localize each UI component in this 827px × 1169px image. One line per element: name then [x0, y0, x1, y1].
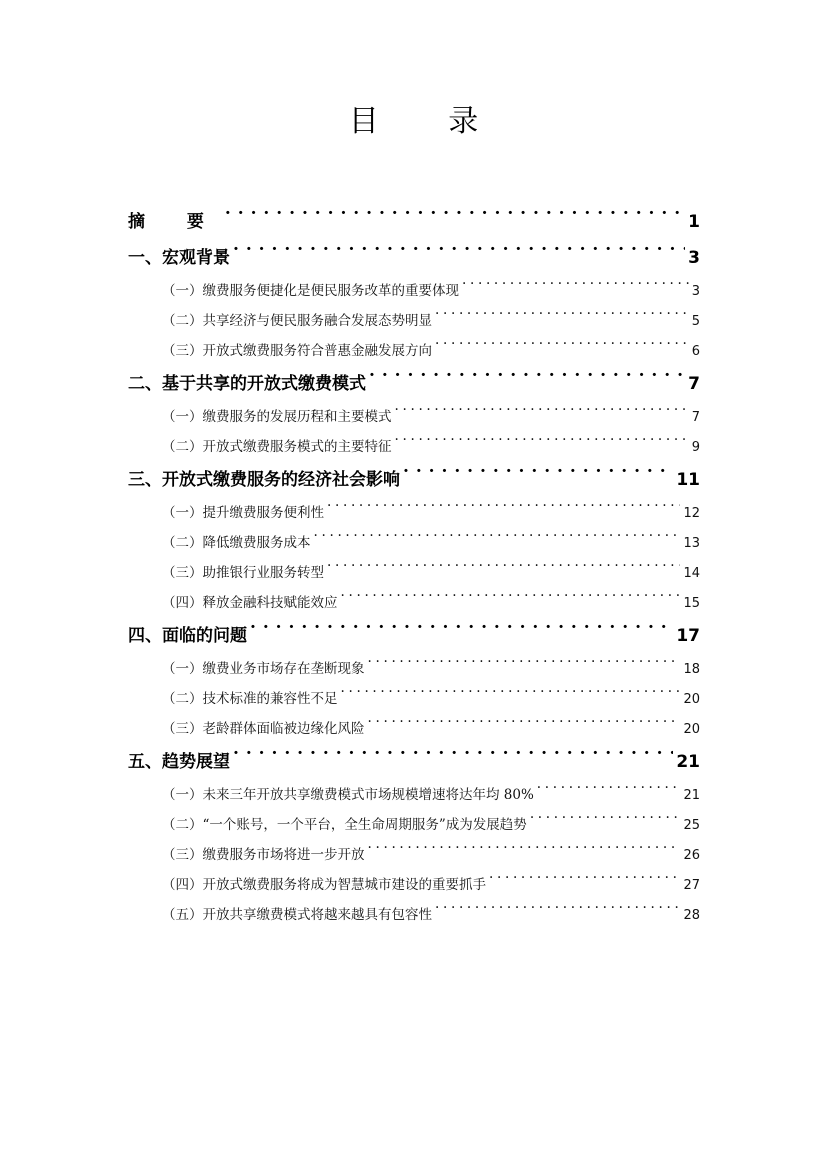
dot-leader — [341, 594, 681, 608]
toc-entry-page-number: 11 — [676, 470, 700, 490]
toc-entry-page-number: 7 — [691, 410, 700, 425]
toc-entry-page-number: 1 — [688, 212, 700, 232]
toc-section-entry[interactable] — [128, 870, 700, 900]
toc-chapter-entry[interactable] — [128, 204, 700, 240]
toc-section-entry[interactable] — [128, 402, 700, 432]
dot-leader — [369, 372, 685, 389]
toc-section-entry[interactable] — [128, 588, 700, 618]
toc-section-entry[interactable] — [128, 780, 700, 810]
toc-entry-page-number: 5 — [691, 314, 700, 329]
toc-entry-label: 摘 要 — [128, 212, 222, 232]
toc-entry-label: （二）开放式缴费服务模式的主要特征 — [162, 439, 392, 455]
dot-leader — [250, 624, 673, 641]
toc-entry-label: （二）“一个账号，一个平台，全生命周期服务”成为发展趋势 — [162, 817, 527, 833]
dot-leader — [368, 660, 681, 674]
toc-section-entry[interactable] — [128, 498, 700, 528]
toc-section-entry[interactable] — [128, 558, 700, 588]
toc-entry-label: （三）老龄群体面临被边缘化风险 — [162, 721, 365, 737]
toc-entry-label: （一）提升缴费服务便利性 — [162, 505, 324, 521]
toc-entry-page-number: 13 — [683, 536, 700, 551]
toc-entry-page-number: 15 — [683, 596, 700, 611]
toc-entry-label: （二）降低缴费服务成本 — [162, 535, 311, 551]
dot-leader — [327, 504, 680, 518]
toc-section-entry[interactable] — [128, 810, 700, 840]
toc-entry-label: 二、基于共享的开放式缴费模式 — [128, 374, 366, 394]
dot-leader — [341, 690, 681, 704]
toc-entry-label: （四）开放式缴费服务将成为智慧城市建设的重要抓手 — [162, 877, 486, 893]
dot-leader — [395, 438, 689, 452]
dot-leader — [537, 786, 681, 800]
toc-entry-label: （二）技术标准的兼容性不足 — [162, 691, 338, 707]
table-of-contents — [128, 204, 700, 930]
dot-leader — [314, 534, 681, 548]
dot-leader — [368, 720, 681, 734]
dot-leader — [368, 846, 681, 860]
toc-entry-label: （五）开放共享缴费模式将越来越具有包容性 — [162, 907, 432, 923]
toc-section-entry[interactable] — [128, 336, 700, 366]
dot-leader — [327, 564, 680, 578]
toc-entry-page-number: 14 — [683, 566, 700, 581]
toc-entry-label: （一）缴费业务市场存在垄断现象 — [162, 661, 365, 677]
toc-chapter-entry[interactable] — [128, 366, 700, 402]
toc-entry-label: 三、开放式缴费服务的经济社会影响 — [128, 470, 400, 490]
toc-entry-label: （一）缴费服务的发展历程和主要模式 — [162, 409, 392, 425]
toc-entry-page-number: 3 — [691, 284, 700, 299]
toc-entry-page-number: 25 — [683, 818, 700, 833]
dot-leader — [403, 468, 673, 485]
toc-entry-page-number: 6 — [691, 344, 700, 359]
toc-entry-page-number: 21 — [676, 752, 700, 772]
toc-entry-label: （四）释放金融科技赋能效应 — [162, 595, 338, 611]
toc-entry-page-number: 21 — [683, 788, 700, 803]
toc-section-entry[interactable] — [128, 900, 700, 930]
toc-entry-label: （三）缴费服务市场将进一步开放 — [162, 847, 365, 863]
dot-leader — [462, 282, 689, 296]
toc-chapter-entry[interactable] — [128, 744, 700, 780]
dot-leader — [225, 210, 685, 227]
dot-leader — [395, 408, 689, 422]
toc-entry-page-number: 3 — [688, 248, 700, 268]
toc-entry-label: 一、宏观背景 — [128, 248, 230, 268]
toc-chapter-entry[interactable] — [128, 618, 700, 654]
toc-entry-label: （一）缴费服务便捷化是便民服务改革的重要体现 — [162, 283, 459, 299]
toc-section-entry[interactable] — [128, 714, 700, 744]
toc-section-entry[interactable] — [128, 840, 700, 870]
dot-leader — [530, 816, 681, 830]
toc-section-entry[interactable] — [128, 306, 700, 336]
toc-entry-page-number: 12 — [683, 506, 700, 521]
toc-chapter-entry[interactable] — [128, 462, 700, 498]
toc-entry-page-number: 7 — [688, 374, 700, 394]
toc-entry-page-number: 26 — [683, 848, 700, 863]
toc-section-entry[interactable] — [128, 432, 700, 462]
toc-entry-label: （三）助推银行业服务转型 — [162, 565, 324, 581]
toc-entry-label: （一）未来三年开放共享缴费模式市场规模增速将达年均 80% — [162, 787, 534, 803]
toc-entry-page-number: 20 — [683, 692, 700, 707]
toc-entry-page-number: 20 — [683, 722, 700, 737]
dot-leader — [233, 750, 673, 767]
toc-entry-page-number: 9 — [691, 440, 700, 455]
toc-entry-page-number: 18 — [683, 662, 700, 677]
toc-entry-label: （三）开放式缴费服务符合普惠金融发展方向 — [162, 343, 432, 359]
toc-section-entry[interactable] — [128, 528, 700, 558]
toc-entry-page-number: 17 — [676, 626, 700, 646]
toc-section-entry[interactable] — [128, 654, 700, 684]
dot-leader — [435, 906, 680, 920]
dot-leader — [489, 876, 680, 890]
dot-leader — [233, 246, 685, 263]
toc-entry-label: （二）共享经济与便民服务融合发展态势明显 — [162, 313, 432, 329]
toc-entry-label: 五、趋势展望 — [128, 752, 230, 772]
toc-section-entry[interactable] — [128, 276, 700, 306]
dot-leader — [435, 312, 689, 326]
page-title: 目 录 — [348, 104, 509, 139]
toc-chapter-entry[interactable] — [128, 240, 700, 276]
toc-section-entry[interactable] — [128, 684, 700, 714]
toc-entry-label: 四、面临的问题 — [128, 626, 247, 646]
dot-leader — [435, 342, 689, 356]
toc-entry-page-number: 27 — [683, 878, 700, 893]
toc-entry-page-number: 28 — [683, 908, 700, 923]
